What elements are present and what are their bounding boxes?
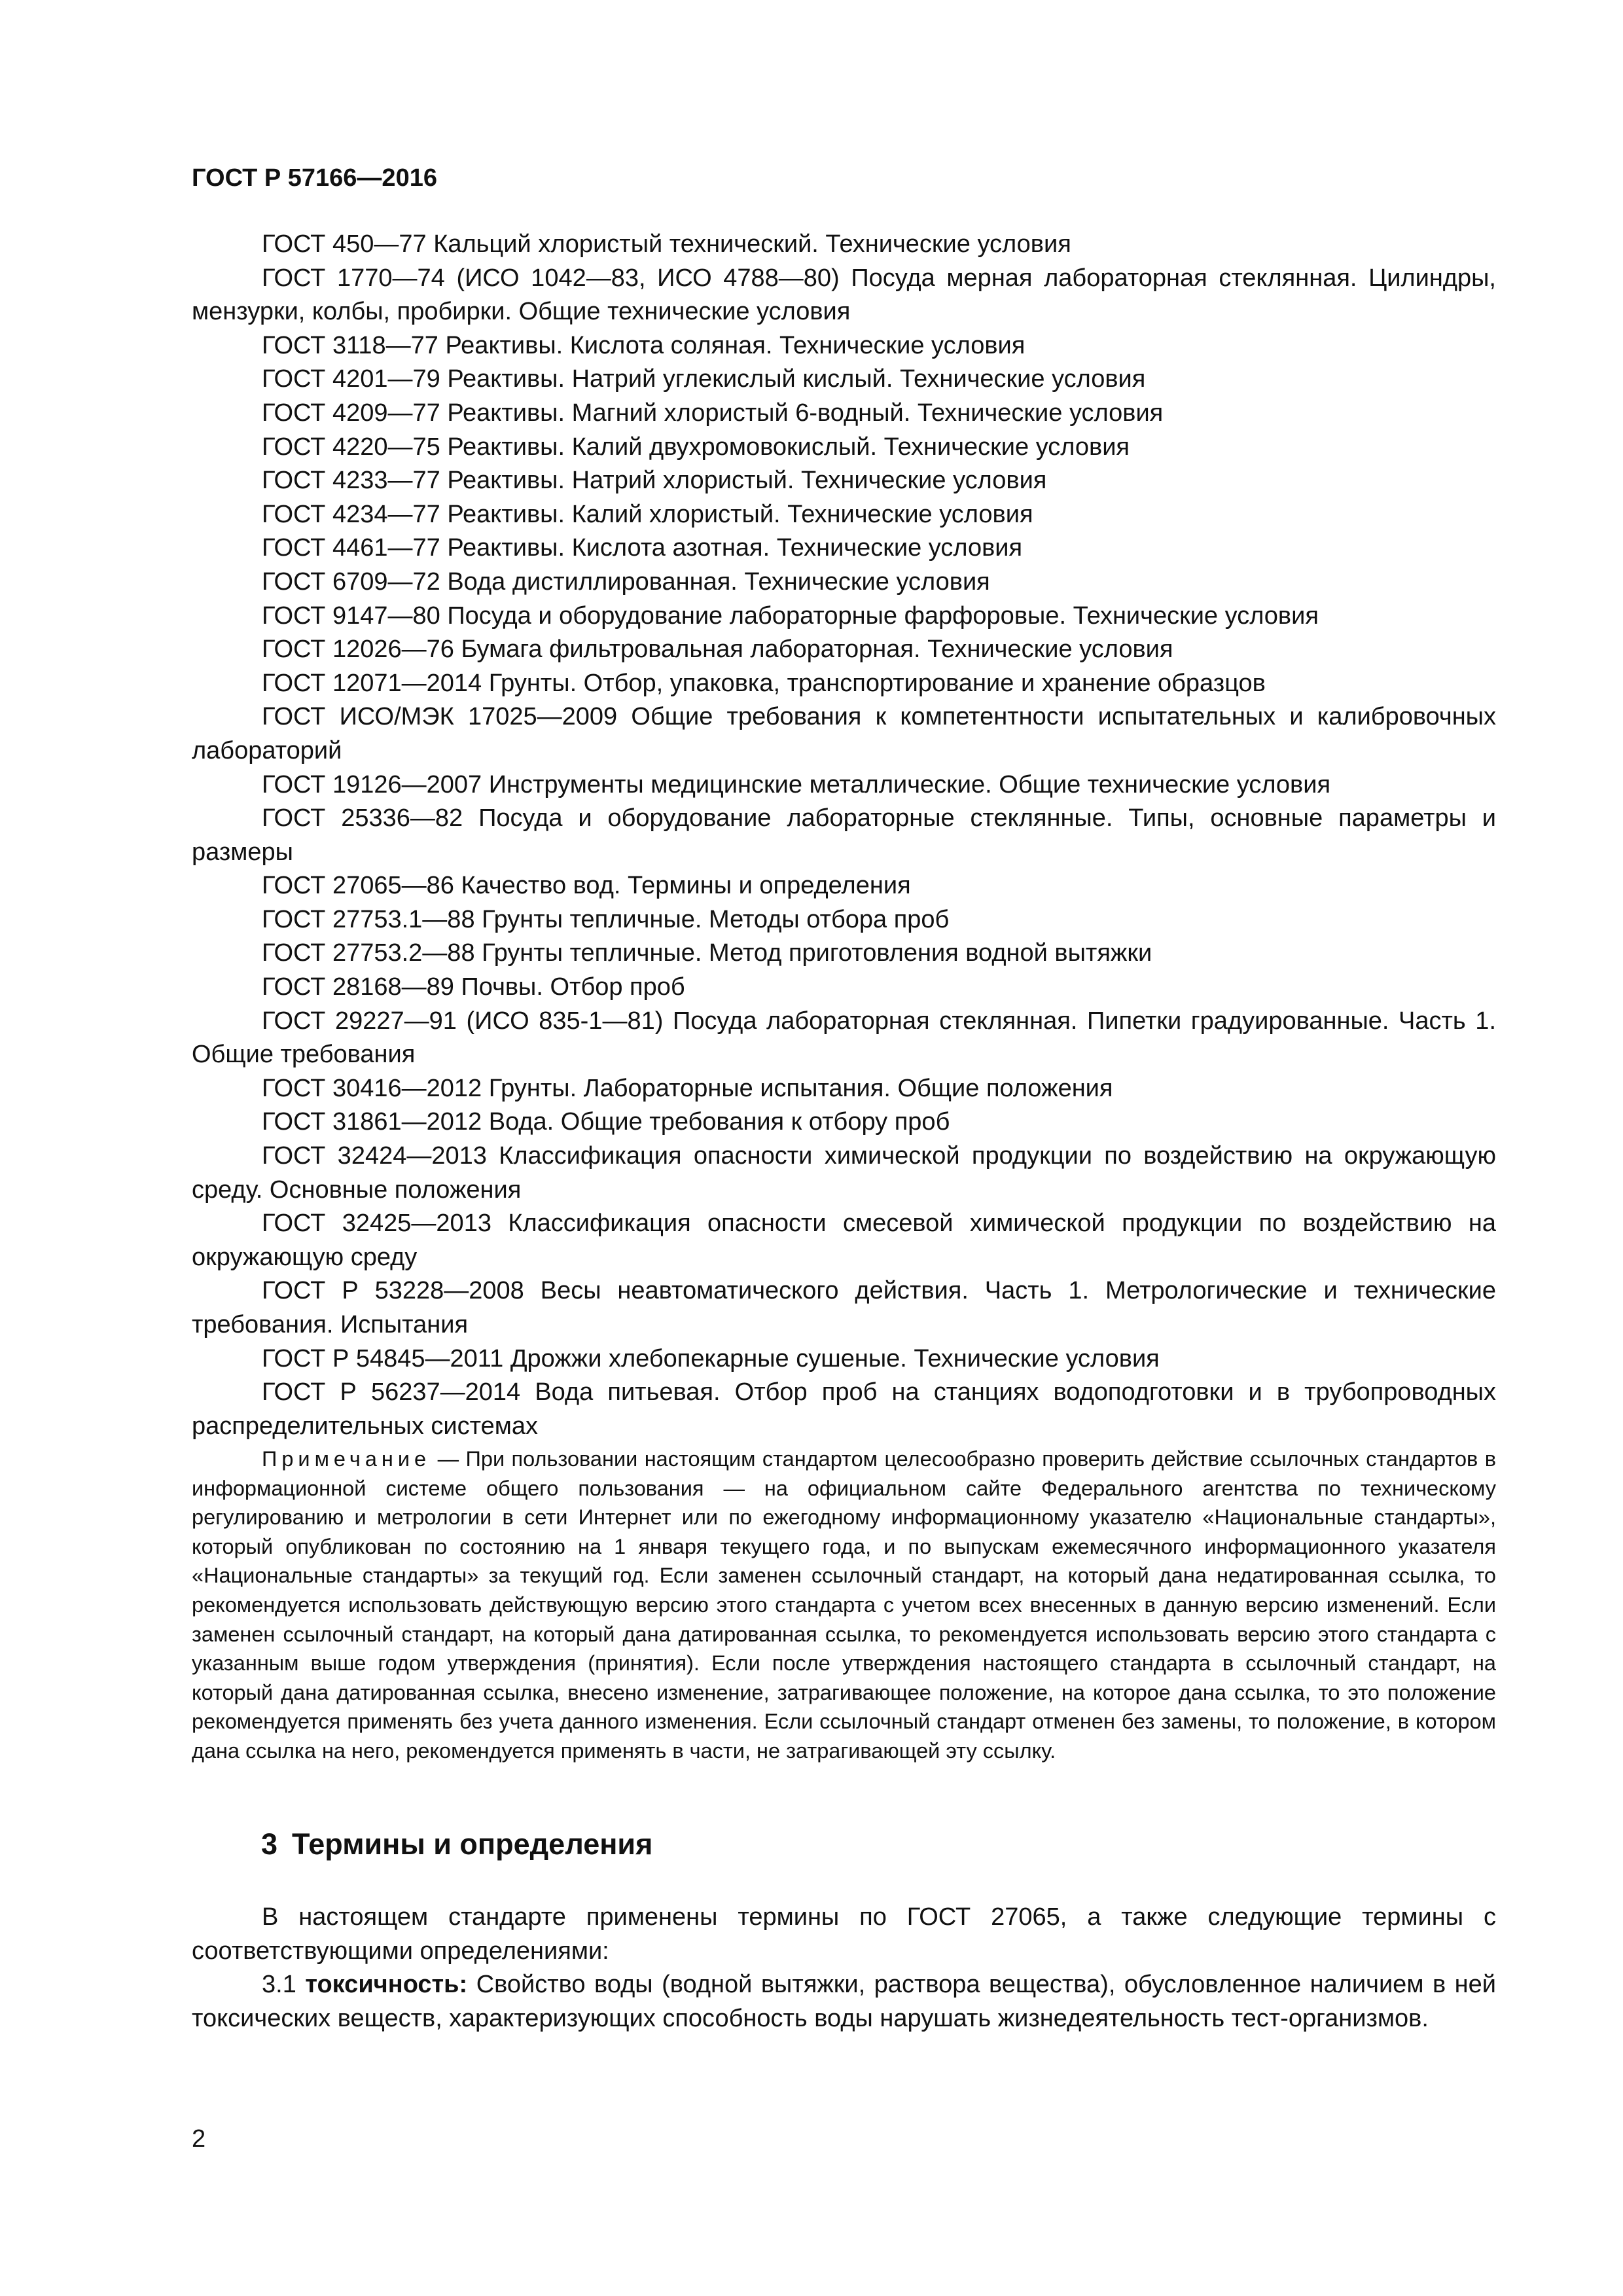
reference-item — [192, 464, 1496, 498]
reference-title: Почвы. Отбор проб — [461, 973, 685, 1001]
term-definition — [192, 1968, 1496, 2036]
reference-title: Классификация опасности смесевой химической продукции по воздействию на окружающую среду — [192, 1210, 1497, 1271]
reference-code: ГОСТ 28168—89 — [262, 973, 454, 1001]
reference-code: ГОСТ 31861—2012 — [262, 1108, 482, 1136]
reference-item — [192, 869, 1496, 903]
reference-code: ГОСТ 12026—76 — [262, 636, 454, 664]
reference-item — [192, 1072, 1496, 1106]
reference-item — [192, 531, 1496, 565]
reference-code: ГОСТ 19126—2007 — [262, 770, 482, 798]
reference-code: ГОСТ Р 53228—2008 — [262, 1277, 524, 1305]
reference-title: Весы неавтоматического действия. Часть 1. Метрологические и технические требования. Испытания — [192, 1277, 1496, 1338]
reference-item — [192, 700, 1496, 768]
reference-item — [192, 802, 1496, 869]
reference-item — [192, 329, 1496, 363]
reference-code: ГОСТ 12071—2014 — [262, 669, 482, 697]
reference-item — [192, 1342, 1496, 1376]
reference-title: Реактивы. Натрий хлористый. Технические условия — [447, 467, 1047, 495]
reference-item — [192, 363, 1496, 397]
reference-title: (ИСО 1042—83, ИСО 4788—80) Посуда мерная лабораторная стеклянная. Цилиндры, мензурки, колбы, пробирки. Общие технические условия — [192, 264, 1496, 326]
reference-code: ГОСТ 3118—77 — [262, 331, 438, 359]
reference-item — [192, 1105, 1496, 1139]
reference-title: Грунты тепличные. Метод приготовления водной вытяжки — [482, 939, 1152, 967]
reference-title: Дрожжи хлебопекарные сушеные. Технические условия — [510, 1344, 1160, 1372]
reference-title: Инструменты медицинские металлические. Общие технические условия — [488, 770, 1331, 798]
reference-code: ГОСТ 27753.2—88 — [262, 939, 475, 967]
reference-title: Реактивы. Натрий углекислый кислый. Технические условия — [447, 365, 1146, 393]
reference-item — [192, 1376, 1496, 1443]
note-text: — При пользовании настоящим стандартом целесообразно проверить действие ссылочных стандартов в информационной системе общего пользования — на официальном сайте Федерального агентства по техническому регулированию и метрологии в сети Интернет или по ежегодному информационному указателю «Национальные стандарты», который опубликован по состоянию на 1 января текущего года, и по выпускам ежемесячного информационного указателя «Национальные стандарты» за текущий год. Если заменен ссылочный стандарт, на который дана недатированная ссылка, то рекомендуется использовать действующую версию этого стандарта с учетом всех внесенных в данную версию изменений. Если заменен ссылочный стандарт, на который дана датированная ссылка, то рекомендуется использовать версию этого стандарта с указанным выше годом утверждения (принятия). Если после утверждения настоящего стандарта в ссылочный стандарт, на который дана датированная ссылка, внесено изменение, затрагивающее положение, на которое дана ссылка, то это положение рекомендуется применять без учета данного изменения. Если ссылочный стандарт отменен без замены, то положение, в котором дана ссылка на него, рекомендуется применять в части, не затрагивающей эту ссылку. — [192, 1447, 1496, 1763]
reference-title: Посуда и оборудование лабораторные стеклянные. Типы, основные параметры и размеры — [192, 804, 1497, 866]
section-body — [192, 1901, 1496, 2036]
term-name: токсичность: — [305, 1971, 468, 1999]
reference-item — [192, 768, 1496, 802]
reference-item — [192, 971, 1496, 1005]
reference-title: Грунты. Лабораторные испытания. Общие положения — [488, 1074, 1113, 1102]
reference-title: Реактивы. Магний хлористый 6-водный. Технические условия — [447, 399, 1164, 427]
reference-item — [192, 600, 1496, 634]
reference-code: ГОСТ 32425—2013 — [262, 1210, 491, 1238]
reference-title: (ИСО 835-1—81) Посуда лабораторная стеклянная. Пипетки градуированные. Часть 1. Общие требования — [192, 1007, 1496, 1069]
section-title: Термины и определения — [292, 1827, 653, 1861]
reference-title: Реактивы. Кислота соляная. Технические условия — [445, 331, 1026, 359]
reference-code: ГОСТ 27065—86 — [262, 872, 454, 900]
reference-item — [192, 431, 1496, 465]
reference-code: ГОСТ 4234—77 — [262, 500, 440, 528]
reference-item — [192, 498, 1496, 532]
reference-item — [192, 667, 1496, 701]
reference-code: ГОСТ 4209—77 — [262, 399, 440, 427]
reference-title: Вода. Общие требования к отбору проб — [488, 1108, 950, 1136]
reference-title: Вода питьевая. Отбор проб на станциях водоподготовки и в трубопроводных распределительных системах — [192, 1378, 1496, 1440]
reference-title: Посуда и оборудование лабораторные фарфоровые. Технические условия — [447, 601, 1319, 630]
reference-item — [192, 228, 1496, 262]
reference-title: Реактивы. Кислота азотная. Технические условия — [447, 534, 1023, 562]
section-number: 3 — [261, 1827, 278, 1861]
normative-references-list — [192, 228, 1496, 1443]
reference-item — [192, 903, 1496, 937]
reference-code: ГОСТ ИСО/МЭК 17025—2009 — [262, 703, 618, 731]
reference-code: ГОСТ 4233—77 — [262, 467, 440, 495]
note-label: Примечание — [262, 1447, 431, 1471]
reference-item — [192, 397, 1496, 431]
reference-code: ГОСТ 9147—80 — [262, 601, 440, 630]
reference-title: Грунты тепличные. Методы отбора проб — [482, 905, 950, 933]
reference-code: ГОСТ Р 54845—2011 — [262, 1344, 504, 1372]
reference-title: Вода дистиллированная. Технические условия — [447, 567, 990, 596]
section-heading — [261, 1826, 652, 1863]
reference-title: Классификация опасности химической продукции по воздействию на окружающую среду. Основные положения — [192, 1142, 1496, 1204]
reference-code: ГОСТ 6709—72 — [262, 567, 440, 596]
reference-item — [192, 565, 1496, 600]
reference-code: ГОСТ 25336—82 — [262, 804, 463, 833]
section-intro: В настоящем стандарте применены термины по ГОСТ 27065, а также следующие термины с соответствующими определениями: — [192, 1903, 1496, 1965]
reference-code: ГОСТ 32424—2013 — [262, 1142, 487, 1170]
reference-item — [192, 1207, 1496, 1274]
document-header: ГОСТ Р 57166—2016 — [192, 164, 437, 192]
reference-title: Качество вод. Термины и определения — [461, 872, 911, 900]
reference-item — [192, 1274, 1496, 1342]
reference-code: ГОСТ 27753.1—88 — [262, 905, 475, 933]
reference-code: ГОСТ Р 56237—2014 — [262, 1378, 521, 1407]
page-number: 2 — [192, 2125, 206, 2153]
reference-code: ГОСТ 1770—74 — [262, 264, 445, 292]
reference-item — [192, 633, 1496, 667]
reference-title: Реактивы. Калий хлористый. Технические условия — [447, 500, 1033, 528]
term-text: Свойство воды (водной вытяжки, раствора вещества), обусловленное наличием в ней токсических веществ, характеризующих способность воды нарушать жизнедеятельность тест-организмов. — [192, 1971, 1496, 2032]
reference-code: ГОСТ 29227—91 — [262, 1007, 457, 1035]
reference-title: Грунты. Отбор, упаковка, транспортирование и хранение образцов — [488, 669, 1266, 697]
reference-code: ГОСТ 4461—77 — [262, 534, 440, 562]
reference-title: Общие требования к компетентности испытательных и калибровочных лабораторий — [192, 703, 1496, 764]
reference-title: Бумага фильтровальная лабораторная. Технические условия — [461, 636, 1173, 664]
reference-item — [192, 1139, 1496, 1207]
reference-code: ГОСТ 450—77 — [262, 230, 427, 258]
note-paragraph — [192, 1444, 1496, 1766]
reference-title: Кальций хлористый технический. Технические условия — [433, 230, 1071, 258]
reference-code: ГОСТ 4201—79 — [262, 365, 440, 393]
reference-code: ГОСТ 4220—75 — [262, 433, 440, 461]
reference-code: ГОСТ 30416—2012 — [262, 1074, 482, 1102]
reference-item — [192, 937, 1496, 971]
reference-item — [192, 262, 1496, 329]
term-number: 3.1 — [262, 1971, 296, 1999]
reference-title: Реактивы. Калий двухромовокислый. Технические условия — [447, 433, 1130, 461]
reference-item — [192, 1005, 1496, 1072]
